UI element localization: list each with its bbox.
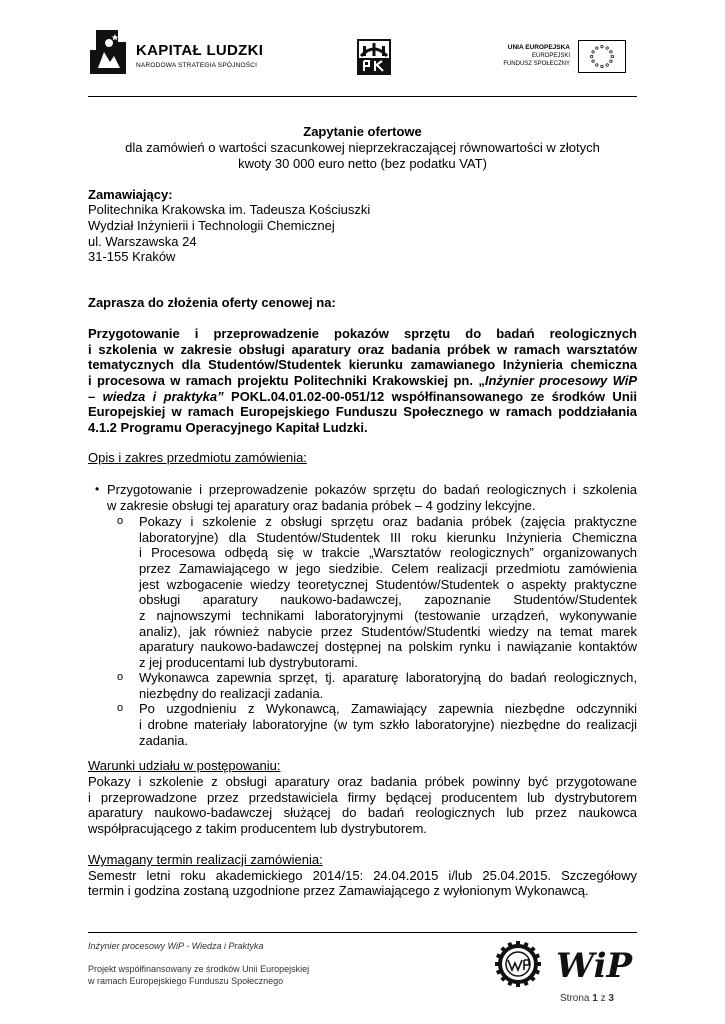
scope-bullet-line: w zakresie obsługi tej aparatury oraz badania próbek – 4 godziny lekcyjne. bbox=[107, 498, 536, 513]
kapital-ludzki-emblem-icon bbox=[88, 28, 128, 76]
invite-line: Przygotowanie i przeprowadzenie pokazów sprzętu do badań reologicznych bbox=[88, 326, 637, 341]
ue-line-3: FUNDUSZ SPOŁECZNY bbox=[503, 61, 570, 67]
scope-sub-line: aparatury naukowo-badawczej dostępnej na polskim rynku i nawiązanie kontaktów bbox=[139, 639, 637, 654]
scope-sub-line: jest wzbogacenie wiedzy teoretycznej Studentów/Studentek o aspekty praktyczne bbox=[139, 577, 637, 592]
client-heading: Zamawiający: bbox=[88, 187, 173, 202]
invite-line bbox=[88, 373, 637, 389]
eu-flag-icon bbox=[578, 40, 626, 73]
kapital-ludzki-logo bbox=[88, 28, 278, 78]
sub-bullet-icon: o bbox=[117, 515, 124, 527]
scope-sub-line: analiz), jak również nabycie przez Studentów/Studentki wiedzy na temat marek bbox=[139, 624, 637, 639]
scope-sub-line: i drobne materiały laboratoryjne (w tym szkło laboratoryjne) niezbędne do realizacji bbox=[139, 717, 637, 732]
document-subtitle-line-2: kwoty 30 000 euro netto (bez podatku VAT) bbox=[238, 156, 487, 171]
wip-logo-text: WiP bbox=[556, 946, 633, 986]
scope-sub-line: obsługi aparatury naukowo-badawczej, zapoznanie Studentów/Studentek bbox=[139, 592, 637, 607]
ue-line-1: UNIA EUROPEJSKA bbox=[507, 44, 570, 51]
invite-heading: Zaprasza do złożenia oferty cenowej na: bbox=[88, 295, 336, 310]
invite-line: 4.1.2 Programu Operacyjnego Kapitał Ludzki. bbox=[88, 420, 368, 435]
client-line: Politechnika Krakowska im. Tadeusza Kościuszki bbox=[88, 202, 371, 217]
page-total: 3 bbox=[608, 993, 614, 1004]
document-subtitle-line-1: dla zamówień o wartości szacunkowej nieprzekraczającej równowartości w złotych bbox=[125, 140, 600, 155]
invite-line: tematycznych dla Studentów/Studentek kierunku zamawianego Inżynieria chemiczna bbox=[88, 357, 637, 372]
ue-line-2: EUROPEJSKI bbox=[531, 53, 570, 59]
invite-line: i szkolenia w zakresie obsługi aparatury oraz badania próbek w ramach warsztatów bbox=[88, 342, 637, 357]
footer-cofund-line-1: Projekt współfinansowany ze środków Unii Europejskiej bbox=[88, 964, 310, 974]
invite-line-text: POKL.04.01.02-00-051/12 współfinansowanego ze środków Unii bbox=[223, 389, 637, 404]
scope-bullet-line: Przygotowanie i przeprowadzenie pokazów sprzętu do badań reologicznych i szkolenia bbox=[107, 482, 637, 497]
page-of: z bbox=[597, 993, 609, 1004]
project-name: Inżynier procesowy WiP bbox=[484, 373, 638, 388]
scope-sub-line: Po uzgodnieniu z Wykonawcą, Zamawiający zapewnia niezbędne odczynniki bbox=[139, 701, 637, 716]
deadline-line: termin i godzina zostaną uzgodnione przez Zamawiającego z wyłonionym Wykonawcą. bbox=[88, 883, 589, 898]
deadline-line: Semestr letni roku akademickiego 2014/15: 24.04.2015 i/lub 25.04.2015. Szczegółowy bbox=[88, 868, 637, 883]
conditions-line: aparatury naukowo-badawczej służącej do badań reologicznych lub przez naukowca bbox=[88, 805, 637, 820]
header-divider bbox=[88, 96, 637, 97]
kapital-ludzki-subtitle: NARODOWA STRATEGIA SPÓJNOŚCI bbox=[136, 62, 258, 69]
invite-line: Europejskiej w ramach Europejskiego Funduszu Społecznego w ramach poddziałania bbox=[88, 404, 637, 419]
scope-sub-line: niezbędny do realizacji zadania. bbox=[139, 686, 324, 701]
invite-line-text: i procesowa w ramach projektu Politechniki Krakowskiej pn. „ bbox=[88, 373, 485, 388]
gear-logo-icon bbox=[494, 940, 542, 988]
page-current: 1 bbox=[592, 993, 598, 1004]
scope-sub-line: laboratoryjne) dla Studentów/Studentek III roku kierunku Inżynieria Chemiczna bbox=[139, 530, 637, 545]
conditions-line: i przeprowadzone przez przedstawiciela firmy będącej producentem lub dystrybutorem bbox=[88, 790, 637, 805]
conditions-heading: Warunki udziału w postępowaniu: bbox=[88, 758, 281, 773]
sub-bullet-icon: o bbox=[117, 702, 124, 714]
scope-sub-line: Wykonawca zapewnia sprzęt, tj. aparaturę laboratoryjną do badań reologicznych, bbox=[139, 670, 637, 685]
scope-sub-line: przez Zamawiającego w jego siedzibie. Celem realizacji przedmiotu zamówienia bbox=[139, 561, 637, 576]
conditions-line: Pokazy i szkolenie z obsługi aparatury oraz badania próbek powinny być przygotowane bbox=[88, 774, 637, 789]
client-line: Wydział Inżynierii i Technologii Chemicznej bbox=[88, 218, 335, 233]
kapital-ludzki-title: KAPITAŁ LUDZKI bbox=[136, 42, 264, 59]
deadline-heading: Wymagany termin realizacji zamówienia: bbox=[88, 852, 323, 867]
project-name-cont: – wiedza i praktyka” bbox=[88, 389, 224, 404]
conditions-line: współpracującego z takim producentem lub dystrybutorem. bbox=[88, 821, 427, 836]
politechnika-krakowska-logo-icon bbox=[355, 38, 393, 76]
scope-sub-line: Pokazy i szkolenie z obsługi sprzętu oraz badania próbek (zajęcia praktyczne bbox=[139, 514, 637, 529]
scope-sub-line: z najnowszymi technikami laboratoryjnymi (testowanie urządzeń, wykonywanie bbox=[139, 608, 637, 623]
scope-sub-line: i Procesowa odbędą się w trakcie „Warsztatów reologicznych” organizowanych bbox=[139, 545, 637, 560]
client-line: 31-155 Kraków bbox=[88, 249, 176, 264]
scope-sub-line: zadania. bbox=[139, 733, 189, 748]
footer-project-name: Inżynier procesowy WiP - Wiedza i Praktyka bbox=[88, 941, 264, 951]
client-line: ul. Warszawska 24 bbox=[88, 234, 197, 249]
scope-heading: Opis i zakres przedmiotu zamówienia: bbox=[88, 450, 307, 465]
page-label: Strona bbox=[560, 993, 593, 1004]
footer-cofund-line-2: w ramach Europejskiego Funduszu Społecznego bbox=[88, 976, 284, 986]
page-number bbox=[560, 993, 614, 1004]
ue-efs-label bbox=[478, 44, 570, 68]
sub-bullet-icon: o bbox=[117, 671, 124, 683]
footer-divider bbox=[88, 932, 637, 933]
document-title: Zapytanie ofertowe bbox=[303, 124, 422, 139]
scope-sub-line: z jej producentami lub dystrybutorami. bbox=[139, 655, 358, 670]
bullet-icon: • bbox=[95, 482, 100, 496]
invite-line bbox=[88, 389, 637, 405]
